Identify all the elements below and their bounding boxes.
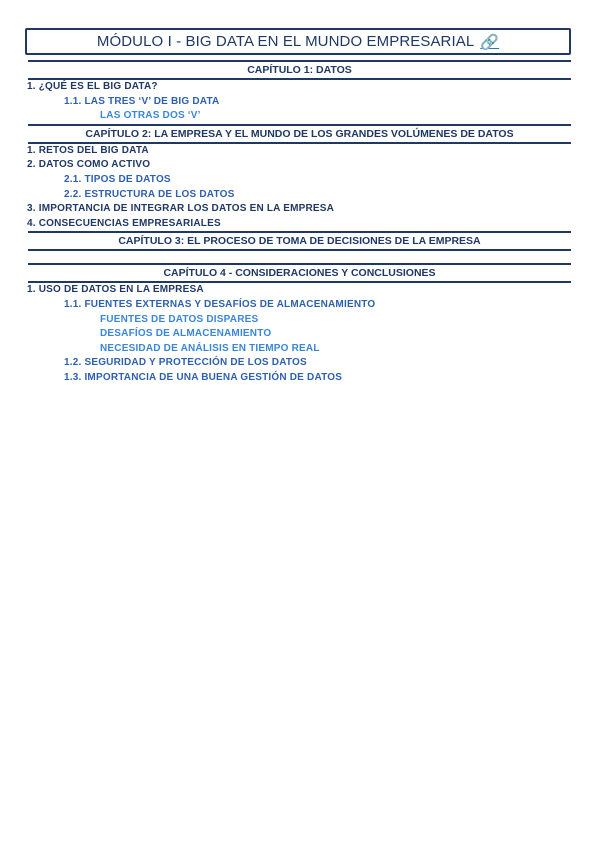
toc-item[interactable]: 2.1. TIPOS DE DATOS — [64, 173, 171, 185]
link-icon[interactable]: 🔗 — [480, 33, 500, 51]
spacer — [27, 251, 571, 263]
chapter-1-heading[interactable]: CAPÍTULO 1: DATOS — [28, 60, 571, 80]
module-title-box — [25, 28, 571, 55]
toc-item[interactable]: 4. CONSECUENCIAS EMPRESARIALES — [27, 217, 221, 229]
toc-item[interactable]: 1. ¿QUÉ ES EL BIG DATA? — [27, 81, 158, 92]
toc-item[interactable]: 1. RETOS DEL BIG DATA — [27, 144, 149, 156]
toc-item[interactable]: 2. DATOS COMO ACTIVO — [27, 159, 151, 171]
chapter-4-heading[interactable]: CAPÍTULO 4 - CONSIDERACIONES Y CONCLUSIONES — [28, 263, 571, 283]
module-title: MÓDULO I - BIG DATA EN EL MUNDO EMPRESARIAL — [96, 33, 475, 50]
toc-item[interactable]: NECESIDAD DE ANÁLISIS EN TIEMPO REAL — [100, 342, 320, 354]
toc-item[interactable]: 1. USO DE DATOS EN LA EMPRESA — [27, 284, 204, 296]
toc-item[interactable]: 3. IMPORTANCIA DE INTEGRAR LOS DATOS EN LA EMPRESA — [27, 203, 335, 215]
table-of-contents — [27, 60, 571, 386]
toc-item[interactable]: 1.1. FUENTES EXTERNAS Y DESAFÍOS DE ALMACENAMIENTO — [64, 298, 376, 310]
toc-item[interactable]: 1.2. SEGURIDAD Y PROTECCIÓN DE LOS DATOS — [64, 357, 307, 369]
toc-item[interactable]: DESAFÍOS DE ALMACENAMIENTO — [100, 328, 272, 340]
toc-item[interactable]: 1.3. IMPORTANCIA DE UNA BUENA GESTIÓN DE DATOS — [64, 371, 343, 383]
chapter-2-heading[interactable]: CAPÍTULO 2: LA EMPRESA Y EL MUNDO DE LOS GRANDES VOLÚMENES DE DATOS — [28, 124, 571, 144]
toc-item[interactable]: 2.2. ESTRUCTURA DE LOS DATOS — [64, 188, 235, 200]
chapter-3-heading[interactable]: CAPÍTULO 3: EL PROCESO DE TOMA DE DECISIONES DE LA EMPRESA — [28, 231, 571, 251]
toc-item[interactable]: 1.1. LAS TRES ‘V’ DE BIG DATA — [64, 95, 220, 107]
toc-item[interactable]: LAS OTRAS DOS ‘V’ — [100, 110, 201, 122]
toc-item[interactable]: FUENTES DE DATOS DISPARES — [100, 313, 259, 325]
